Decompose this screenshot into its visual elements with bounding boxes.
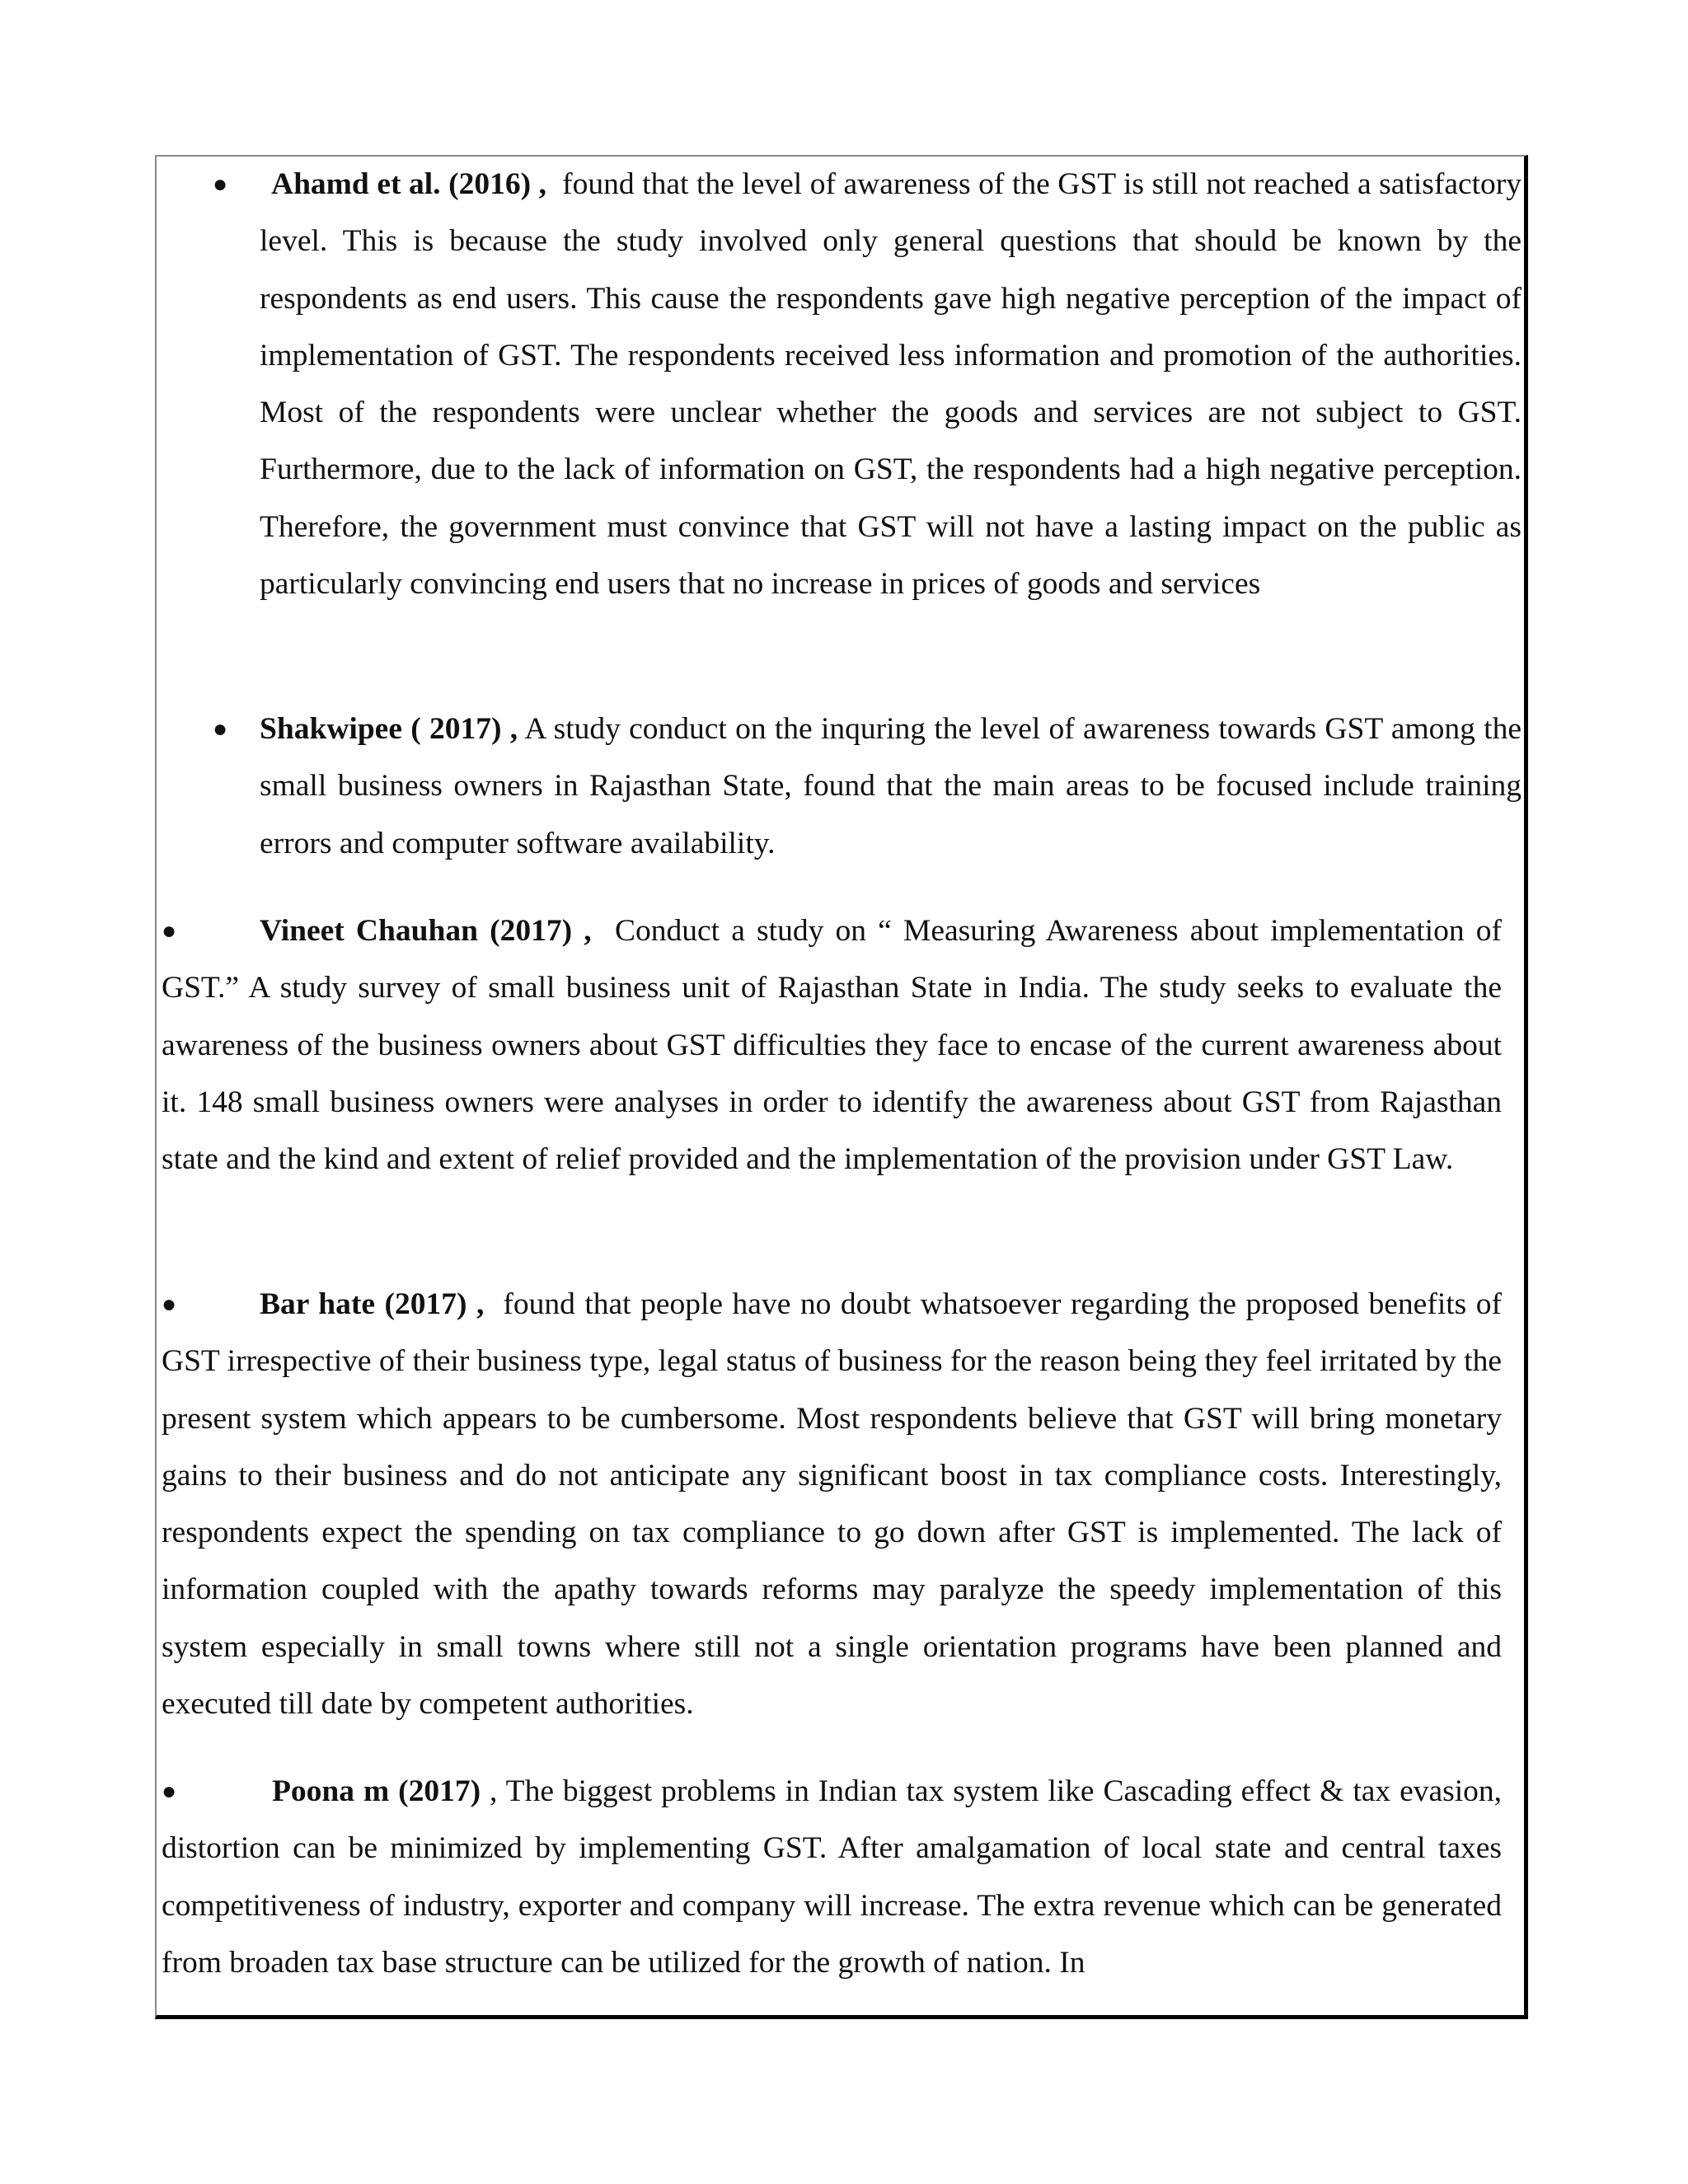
literature-entry-poonam (162, 1763, 1502, 1991)
literature-entry-ahamd (213, 156, 1522, 612)
literature-entry-barhate (162, 1276, 1502, 1732)
entry-text: A study conduct on the inquring the level of awareness towards GST among the small business owners in Rajasthan State, found that the main areas to be focused include training errors and computer software availability. (260, 712, 1522, 860)
entry-author: Poona m (2017) (272, 1774, 481, 1808)
literature-entry-shakwipee (213, 701, 1522, 872)
entry-author: Ahamd et al. (2016) , (271, 167, 547, 201)
entry-author: Vineet Chauhan (2017) , (260, 914, 592, 948)
entry-author: Shakwipee ( 2017) , (260, 712, 518, 746)
bullet-icon: ● (213, 171, 228, 198)
bullet-icon: ● (162, 1778, 177, 1805)
literature-entry-chauhan (162, 902, 1502, 1188)
bullet-icon: ● (162, 1291, 177, 1318)
entry-text: found that the level of awareness of the GST is still not reached a satisfactory level. This is because the study involved only general questions that should be known by the respondents as end users. This cause the respondents gave high negative perception of the impact of implementation of GST. The respondents received less information and promotion of the authorities. Most of the respondents were unclear whether the goods and services are not subject to GST. Furthermore, due to the lack of information on GST, the respondents had a high negative perception. Therefore, the government must convince that GST will not have a lasting impact on the public as particularly convincing end users that no increase in prices of goods and services (260, 167, 1522, 602)
entry-author: Bar hate (2017) , (260, 1287, 485, 1321)
entry-text: found that people have no doubt whatsoever regarding the proposed benefits of GST irrespective of their business type, legal status of business for the reason being they feel irritated by the present system which appears to be cumbersome. Most respondents believe that GST will bring monetary gains to their business and do not anticipate any significant boost in tax compliance costs. Interestingly, respondents expect the spending on tax compliance to go down after GST is implemented. The lack of information coupled with the apathy towards reforms may paralyze the speedy implementation of this system especially in small towns where still not a single orientation programs have been planned and executed till date by competent authorities. (162, 1287, 1502, 1722)
bullet-icon: ● (213, 715, 228, 743)
bullet-icon: ● (162, 917, 177, 944)
entry-text: Conduct a study on “ Measuring Awareness about implementation of GST.” A study survey of small business unit of Rajasthan State in India. The study seeks to evaluate the awareness of the business owners about GST difficulties they face to encase of the current awareness about it. 148 small business owners were analyses in order to identify the awareness about GST from Rajasthan state and the kind and extent of relief provided and the implementation of the provision under GST Law. (162, 914, 1502, 1177)
entry-text: , The biggest problems in Indian tax system like Cascading effect & tax evasion, distortion can be minimized by implementing GST. After amalgamation of local state and central taxes competitiveness of industry, exporter and company will increase. The extra revenue which can be generated from broaden tax base structure can be utilized for the growth of nation. In (162, 1774, 1502, 1980)
